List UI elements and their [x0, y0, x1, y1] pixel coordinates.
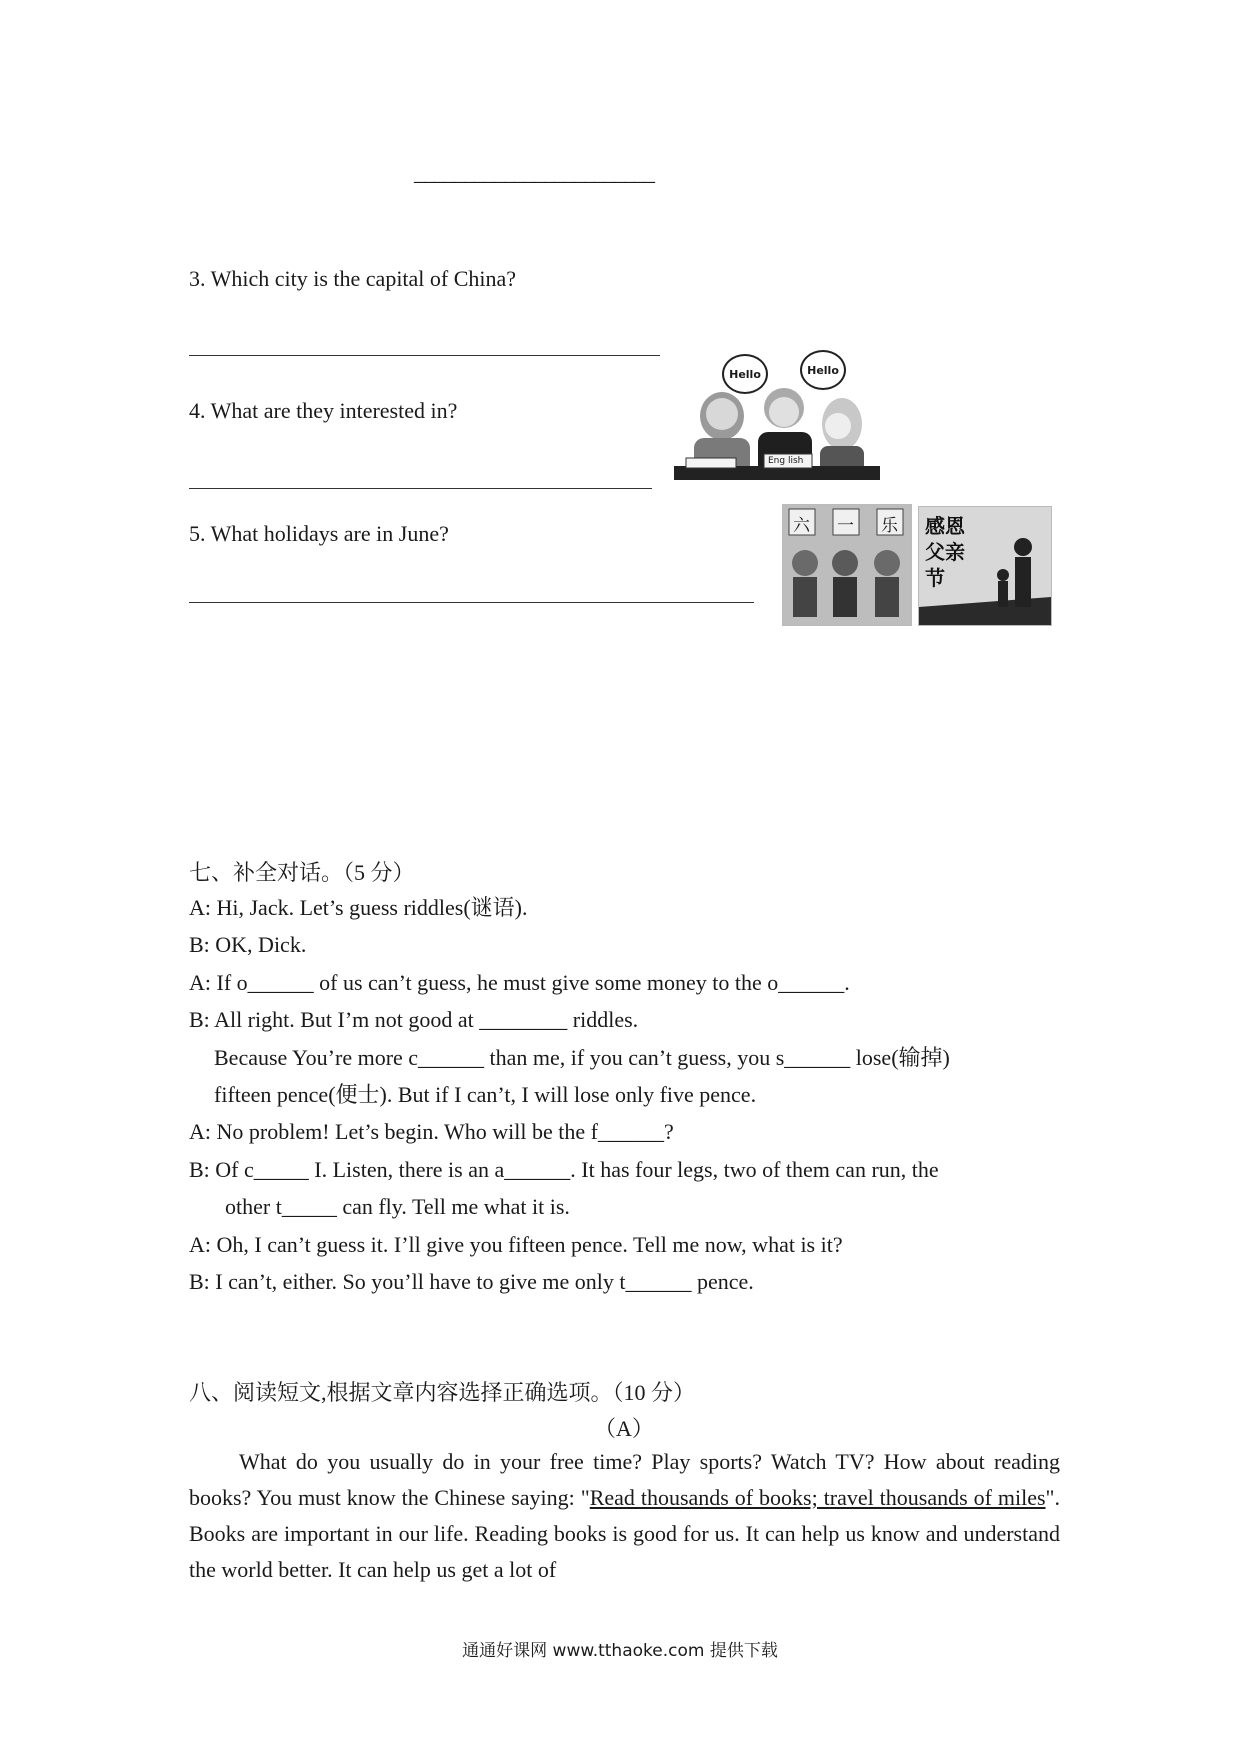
dialogue-line: B: I can’t, either. So you’ll have to give me only t______ pence. [189, 1269, 754, 1294]
page-footer: 通通好课网 www.tthaoke.com 提供下载 [462, 1641, 778, 1661]
dialogue-line: A: Oh, I can’t guess it. I’ll give you fifteen pence. Tell me now, what is it? [189, 1232, 843, 1257]
question-5: 5. What holidays are in June? [189, 521, 449, 546]
dialogue-line: Because You’re more c______ than me, if you can’t guess, you s______ lose(输掉) [214, 1045, 950, 1070]
passage-a-label: （A） [594, 1416, 654, 1441]
dialogue-line: B: OK, Dick. [189, 932, 307, 957]
fathers-day-title: 感恩父亲节 [925, 514, 965, 590]
dialogue-line: fifteen pence(便士). But if I can’t, I will lose only five pence. [214, 1082, 757, 1107]
dialogue-line: B: Of c_____ I. Listen, there is an a______. It has four legs, two of them can run, the [189, 1157, 939, 1182]
passage-a-text [189, 1444, 1060, 1588]
dialogue-line: A: No problem! Let’s begin. Who will be the f______? [189, 1119, 674, 1144]
answer-line-4 [189, 488, 652, 489]
people-greeting-image [672, 346, 882, 481]
passage-a-saying: Read thousands of books; travel thousands of miles [589, 1485, 1046, 1510]
dialogue-line: B: All right. But I’m not good at ________ riddles. [189, 1007, 639, 1032]
passage-a-end: ". Books are important in our life. Reading books is good for us. It can help us know and understand the world better. It can help us get a lot of [189, 1485, 1060, 1582]
question-3: 3. Which city is the capital of China? [189, 266, 517, 291]
childrens-day-char-3: 乐 [881, 516, 898, 536]
dialogue-line: A: Hi, Jack. Let’s guess riddles(谜语). [189, 895, 528, 920]
fathers-day-image [918, 506, 1052, 626]
hello-bubble-1: Hello [722, 354, 768, 394]
dialogue-line: other t_____ can fly. Tell me what it is. [225, 1194, 570, 1219]
childrens-day-char-2: 一 [837, 516, 854, 536]
question-4: 4. What are they interested in? [189, 398, 458, 423]
childrens-day-char-1: 六 [793, 516, 810, 536]
section-7-heading: 七、补全对话。（5 分） [189, 860, 415, 885]
hello-bubble-2: Hello [800, 350, 846, 390]
childrens-day-image [782, 504, 912, 626]
book-label: Eng lish [768, 456, 804, 466]
top-answer-blank: ________________________ [414, 160, 654, 185]
dialogue-line: A: If o______ of us can’t guess, he must give some money to the o______. [189, 970, 850, 995]
passage-a-start: What do you usually do in your free time? Play sports? Watch TV? How about reading books? You must know the Chinese saying: " [189, 1449, 1060, 1510]
answer-line-5 [189, 602, 754, 603]
answer-line-3 [189, 355, 660, 356]
section-8-heading: 八、阅读短文,根据文章内容选择正确选项。（10 分） [189, 1380, 696, 1405]
